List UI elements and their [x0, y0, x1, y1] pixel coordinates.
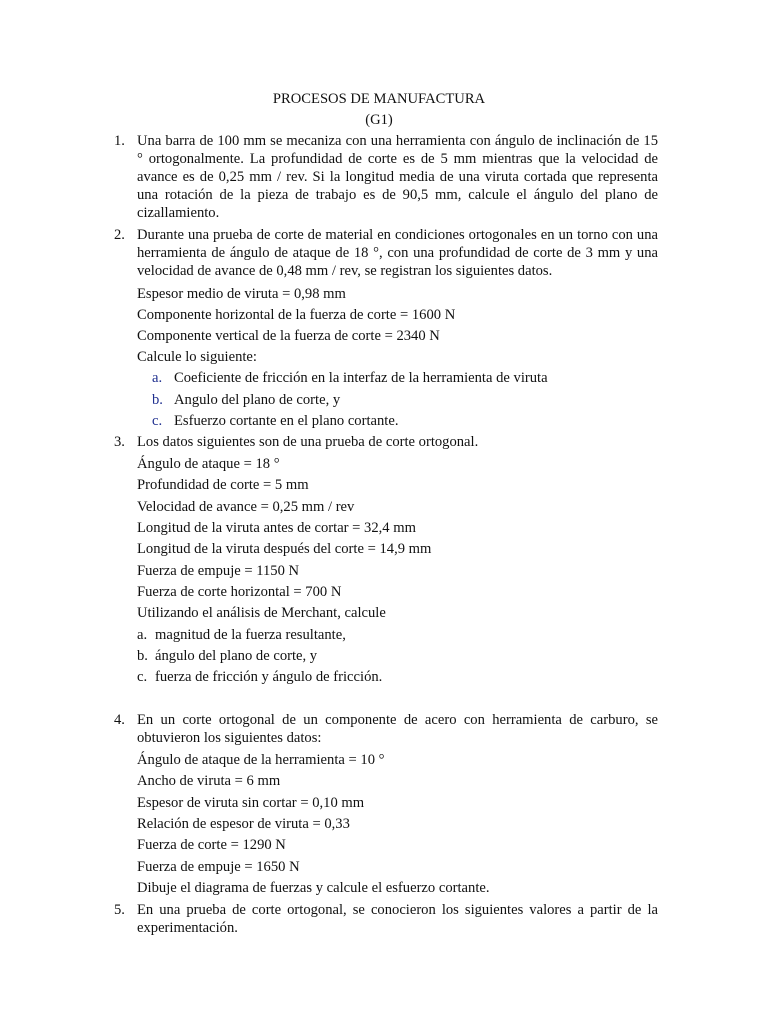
problem-3-item-text: fuerza de fricción y ángulo de fricción. — [155, 669, 383, 685]
problem-2-item-marker: b. — [152, 392, 163, 408]
problem-2-item-marker: c. — [152, 413, 163, 429]
problem-3-item-marker: a. — [137, 627, 148, 643]
problem-3-data-line: Profundidad de corte = 5 mm — [137, 477, 309, 493]
problem-4-text: En un corte ortogonal de un componente de acero con herramienta de carburo, se obtuvieron los siguientes datos: — [137, 712, 658, 746]
problem-2-data-line: Componente vertical de la fuerza de corte = 2340 N — [137, 328, 440, 344]
problem-3-data-line: Fuerza de empuje = 1150 N — [137, 563, 300, 579]
problem-3-data-line: Ángulo de ataque = 18 ° — [137, 456, 280, 472]
problem-2-text: Durante una prueba de corte de material en condiciones ortogonales en un torno con una herramienta de ángulo de ataque de 18 °, con una profundidad de corte de 3 mm y una velocidad de avance de 0,48 mm / rev, se registran los siguientes datos. — [137, 227, 658, 279]
problem-2-item-marker: a. — [152, 370, 163, 386]
problem-4-number: 4. — [114, 712, 125, 728]
problem-4-data-line: Fuerza de corte = 1290 N — [137, 837, 286, 853]
problem-3-text: Los datos siguientes son de una prueba de corte ortogonal. — [137, 434, 479, 450]
problem-2-item-text: Coeficiente de fricción en la interfaz de la herramienta de viruta — [174, 370, 548, 386]
problem-3-data-line: Longitud de la viruta antes de cortar = 32,4 mm — [137, 520, 416, 536]
problem-3-data-line: Fuerza de corte horizontal = 700 N — [137, 584, 342, 600]
problem-2-data-line: Espesor medio de viruta = 0,98 mm — [137, 286, 346, 302]
problem-2-data-line: Componente horizontal de la fuerza de corte = 1600 N — [137, 307, 456, 323]
problem-3-item-marker: b. — [137, 648, 148, 664]
problem-1-number: 1. — [114, 133, 125, 149]
problem-3-data-line: Utilizando el análisis de Merchant, calcule — [137, 605, 386, 621]
problem-3-item-text: magnitud de la fuerza resultante, — [155, 627, 346, 643]
problem-5-text: En una prueba de corte ortogonal, se conocieron los siguientes valores a partir de la experimentación. — [137, 902, 658, 936]
problem-2-item-text: Esfuerzo cortante en el plano cortante. — [174, 413, 399, 429]
problem-3-number: 3. — [114, 434, 125, 450]
problem-3-item-marker: c. — [137, 669, 148, 685]
problem-4-data-line: Relación de espesor de viruta = 0,33 — [137, 816, 350, 832]
problem-2-number: 2. — [114, 227, 125, 243]
problem-3-item-text: ángulo del plano de corte, y — [155, 648, 318, 664]
problem-1-text: Una barra de 100 mm se mecaniza con una herramienta con ángulo de inclinación de 15 ° ortogonalmente. La profundidad de corte es de 5 mm mientras que la velocidad de avance es de 0,25 mm / rev. Si la longitud media de una viruta cortada que representa una rotación de la pieza de trabajo es de 90,5 mm, calcule el ángulo del plano de cizallamiento. — [137, 133, 658, 221]
problem-4-data-line: Ancho de viruta = 6 mm — [137, 773, 281, 789]
document-subtitle: (G1) — [365, 112, 393, 128]
document-title: PROCESOS DE MANUFACTURA — [272, 91, 486, 107]
problem-4-data-line: Dibuje el diagrama de fuerzas y calcule el esfuerzo cortante. — [137, 880, 490, 896]
problem-4-data-line: Espesor de viruta sin cortar = 0,10 mm — [137, 795, 365, 811]
problem-2-item-text: Angulo del plano de corte, y — [174, 392, 341, 408]
problem-4-data-line: Fuerza de empuje = 1650 N — [137, 859, 300, 875]
problem-4-data-line: Ángulo de ataque de la herramienta = 10 ° — [137, 752, 385, 768]
problem-5-number: 5. — [114, 902, 125, 918]
problem-3-data-line: Longitud de la viruta después del corte = 14,9 mm — [137, 541, 432, 557]
problem-3-data-line: Velocidad de avance = 0,25 mm / rev — [137, 499, 355, 515]
problem-2-data-line: Calcule lo siguiente: — [137, 349, 257, 365]
